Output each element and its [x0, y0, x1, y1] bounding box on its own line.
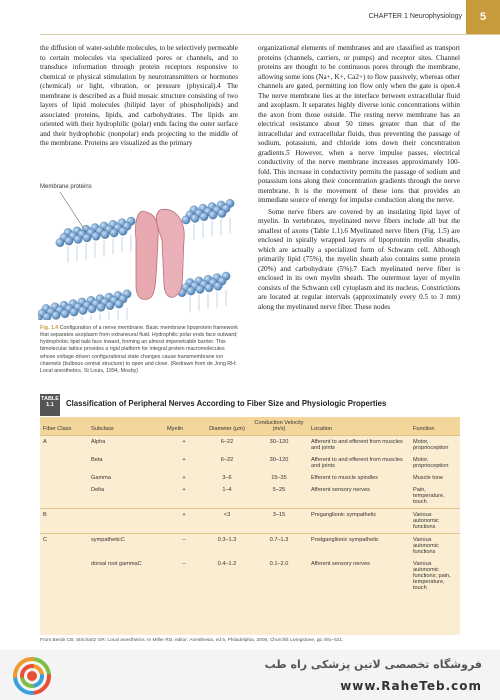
table-row — [40, 436, 460, 455]
table-cell-myelin: + — [164, 436, 204, 455]
table-row — [40, 509, 460, 534]
lipid-head — [205, 284, 213, 292]
lipid-head — [74, 235, 82, 243]
lipid-head — [65, 237, 73, 245]
table-cell-fn: Muscle tone — [413, 475, 444, 481]
table-cell-fn: Various autonomic functions; pain, temperature, touch — [413, 561, 451, 591]
col-header: Function — [410, 417, 460, 436]
table-cell-sub: Delta — [91, 487, 105, 493]
label-pointer — [60, 192, 86, 232]
nerve-classification-table — [40, 417, 460, 635]
table-cell-sub: Beta — [91, 457, 103, 463]
table-row — [40, 534, 460, 559]
table-cell-cls — [40, 454, 88, 472]
table-cell-vel: 3–15 — [250, 509, 308, 534]
col-header: Conduction Velocity (m/s) — [250, 417, 308, 436]
table-cell-dia: 6–22 — [220, 457, 234, 463]
table-cell-loc: Efferent to muscle spindles — [311, 475, 379, 481]
figure-label: Membrane proteins — [40, 184, 92, 190]
lipid-head — [83, 234, 91, 242]
table-cell-cls: C — [40, 534, 88, 559]
lipid-head — [218, 209, 226, 217]
lipid-head — [43, 313, 51, 320]
table-cell-loc: Postganglionic sympathetic — [308, 534, 410, 559]
lipid-head — [191, 214, 199, 222]
table-cell-loc: Afferent to and efferent from muscles and joints — [308, 436, 410, 455]
table-row — [40, 558, 460, 594]
table-cell-dia: 6–22 — [204, 436, 250, 455]
lipid-head — [119, 227, 127, 235]
table-cell-myelin: + — [182, 487, 186, 493]
table-cell-vel: 5–25 — [272, 487, 286, 493]
footer-banner — [0, 650, 500, 700]
page-header — [0, 0, 500, 36]
lipid-head — [110, 229, 118, 237]
lipid-head — [106, 301, 114, 309]
store-name: فروشگاه تخصصی لاتین پزشکی راه طب — [264, 658, 482, 671]
membrane-figure — [38, 180, 243, 320]
table-cell-vel: 15–35 — [271, 475, 287, 481]
table-cell-loc: Preganglionic sympathetic — [308, 509, 410, 534]
table-cell-sub: dorsal root gammaC — [91, 561, 142, 567]
lipid-head — [61, 310, 69, 318]
lipid-head — [101, 230, 109, 238]
table-cell-dia: 3–6 — [222, 475, 232, 481]
col-header: Fiber Class — [40, 417, 88, 436]
left-column — [40, 44, 238, 151]
table-cell-cls — [40, 558, 88, 594]
table-cell-dia: <3 — [204, 509, 250, 534]
lipid-head — [196, 285, 204, 293]
lipid-head — [115, 300, 123, 308]
table-cell-loc: Afferent sensory nerves — [311, 487, 370, 493]
table-title: Classification of Peripheral Nerves According to Fiber Size and Physiologic Properties — [66, 399, 387, 408]
table-source: From Berde CB, Strichartz GR: Local anesthetics. In Miller RD, editor: Anesthesia, ed 5, Philadelphia, 2000, Churchill Livingstone, pp 491–521. — [40, 638, 344, 643]
table-cell-fn: Pain, temperature, touch — [413, 487, 445, 505]
table-cell-vel: 30–120 — [250, 436, 308, 455]
page-number: 5 — [466, 0, 500, 34]
table-cell-fn: Motor, proprioception — [410, 436, 460, 455]
lipid-head — [97, 303, 105, 311]
lipid-head — [200, 212, 208, 220]
col-header: Subclass — [88, 417, 164, 436]
caption-text: Configuration of a nerve membrane. Basic membrane lipoprotein framework that separates axoplasm from extraneural fluid. Hydrophilic polar ends face outward; hydrophobic lipid tails face inward, forming an almost impenetrable barrier. This bimolecular lattice provides a rigid platform for integral protein macromolecules whose voltage-driven configurational state changes cause transmembrane ion channels (bulbous central structure) to open and close. (Redrawn from de Jong RH: Local anesthetics, St Louis, 1994, Mosby) — [40, 325, 238, 374]
right-column — [258, 44, 460, 314]
table-cell-cls — [40, 472, 88, 484]
table-cell-fn: Motor, proprioception — [413, 457, 449, 469]
lipid-head — [92, 232, 100, 240]
website-link[interactable]: www.RaheTeb.com — [340, 679, 482, 693]
table-cell-myelin: + — [182, 475, 186, 481]
body-paragraph: the diffusion of water-soluble molecules, to be selectively permeable to certain molecules via specialized pores or channels, and to transduce information through protein receptors responsive to chemical or physical stimulation by neurotransmitters or hormones (chemical) or light, vibration, or pressure (physical).4 The membrane is described as a fluid mosaic structure consisting of two layers of lipid molecules (bilipid layer of phospholipids) and associated proteins, lipids, and carbohydrates. The lipids are oriented with their hydrophilic (polar) ends facing the outer surface and their hydrophobic (nonpolar) ends projecting to the middle of the membrane. Proteins are visualized as the primary — [40, 44, 238, 147]
table-cell-vel: 30–120 — [269, 457, 289, 463]
table-cell-cls: A — [40, 436, 88, 455]
table-header-row — [40, 417, 460, 436]
lipid-head — [79, 306, 87, 314]
lipid-head — [52, 311, 60, 319]
col-header: Location — [308, 417, 410, 436]
lipid-head — [209, 211, 217, 219]
table-cell-cls: B — [40, 509, 88, 534]
table-cell-myelin: – — [182, 561, 186, 567]
figure-caption — [40, 325, 238, 375]
lipid-head — [182, 216, 190, 224]
table-tag: TABLE 1.1 — [40, 394, 60, 416]
table-row — [40, 472, 460, 484]
lipid-head — [88, 305, 96, 313]
lipid-head — [214, 282, 222, 290]
table-cell-fn: Various autonomic functions — [410, 534, 460, 559]
lipid-head — [187, 287, 195, 295]
table-row — [40, 484, 460, 509]
table-cell-sub: sympatheticC — [88, 534, 164, 559]
col-header: Myelin — [164, 417, 204, 436]
table-title-bar — [40, 394, 460, 416]
table-cell-sub: Gamma — [91, 475, 111, 481]
table-cell-myelin: + — [164, 509, 204, 534]
lipid-head — [56, 238, 64, 246]
body-paragraph: organizational elements of membranes and are classified as transport proteins (channels, carriers, or pumps) and receptor sites. Channel proteins are thought to be continuous pores through the membrane, allowing some ions (Na+, K+, Ca2+) to flow passively, whereas other channels are gated, permitting ion flow only when the gate is open.4 The nerve membrane lies at the interface between extracellular fluid and axoplasm. It separates highly diverse ionic concentrations within the axon from those outside. The resting nerve membrane has an electrical resistance about 50 times greater than that of the intracellular and extracellular fluids, thus preventing the passage of sodium, potassium, and chloride ions down their concentration gradients.5 However, when a nerve impulse passes, electrical conductivity of the nerve membrane increases approximately 100-fold. This increase in conductivity permits the passage of sodium and potassium ions along their concentration gradients through the nerve membrane. It is the movement of these ions that provides an immediate source of energy for impulse conduction along the nerve. — [258, 44, 460, 204]
table-cell-sub: Alpha — [88, 436, 164, 455]
table-cell-cls — [40, 484, 88, 509]
table-cell-vel: 0.7–1.3 — [250, 534, 308, 559]
table-cell-loc: Afferent to and efferent from muscles and joints — [311, 457, 403, 469]
table-cell-dia: 0.4–1.2 — [217, 561, 237, 567]
raheteb-logo-icon — [4, 654, 60, 698]
ion-channel-protein — [135, 209, 184, 299]
table-cell-loc: Afferent sensory nerves — [311, 561, 370, 567]
table-cell-vel: 0.1–2.0 — [269, 561, 289, 567]
table-cell-dia: 0.3–1.3 — [204, 534, 250, 559]
table-cell-myelin: – — [164, 534, 204, 559]
col-header: Diameter (µm) — [204, 417, 250, 436]
lipid-head — [70, 308, 78, 316]
body-paragraph: Some nerve fibers are covered by an insulating lipid layer of myelin. In vertebrates, myelinated nerve fibers include all but the smallest of axons (Table 1.1).6 Myelinated nerve fibers (Fig. 1.5) are enclosed in spirally wrapped layers of lipoprotein myelin sheaths, which are actually a specialized form of Schwann cell. Although primarily lipid (75%), the myelin sheath also contains some protein (20%) and carbohydrate (5%).7 Each myelinated nerve fiber is enclosed in its own myelin sheath. The outermost layer of myelin consists of the Schwann cell cytoplasm and its nucleus. Constrictions are located at regular intervals (approximately every 0.5 to 3 mm) along the myelinated nerve fiber. These nodes — [258, 207, 460, 311]
chapter-title: CHAPTER 1 Neurophysiology — [368, 13, 462, 20]
caption-label: Fig. 1.4 — [40, 325, 59, 331]
table-row — [40, 454, 460, 472]
table-cell-sub — [88, 509, 164, 534]
table-cell-dia: 1–4 — [222, 487, 232, 493]
header-rule — [40, 34, 500, 35]
table-cell-myelin: + — [182, 457, 186, 463]
membrane-illustration — [38, 180, 243, 320]
table-cell-fn: Various autonomic functions — [410, 509, 460, 534]
